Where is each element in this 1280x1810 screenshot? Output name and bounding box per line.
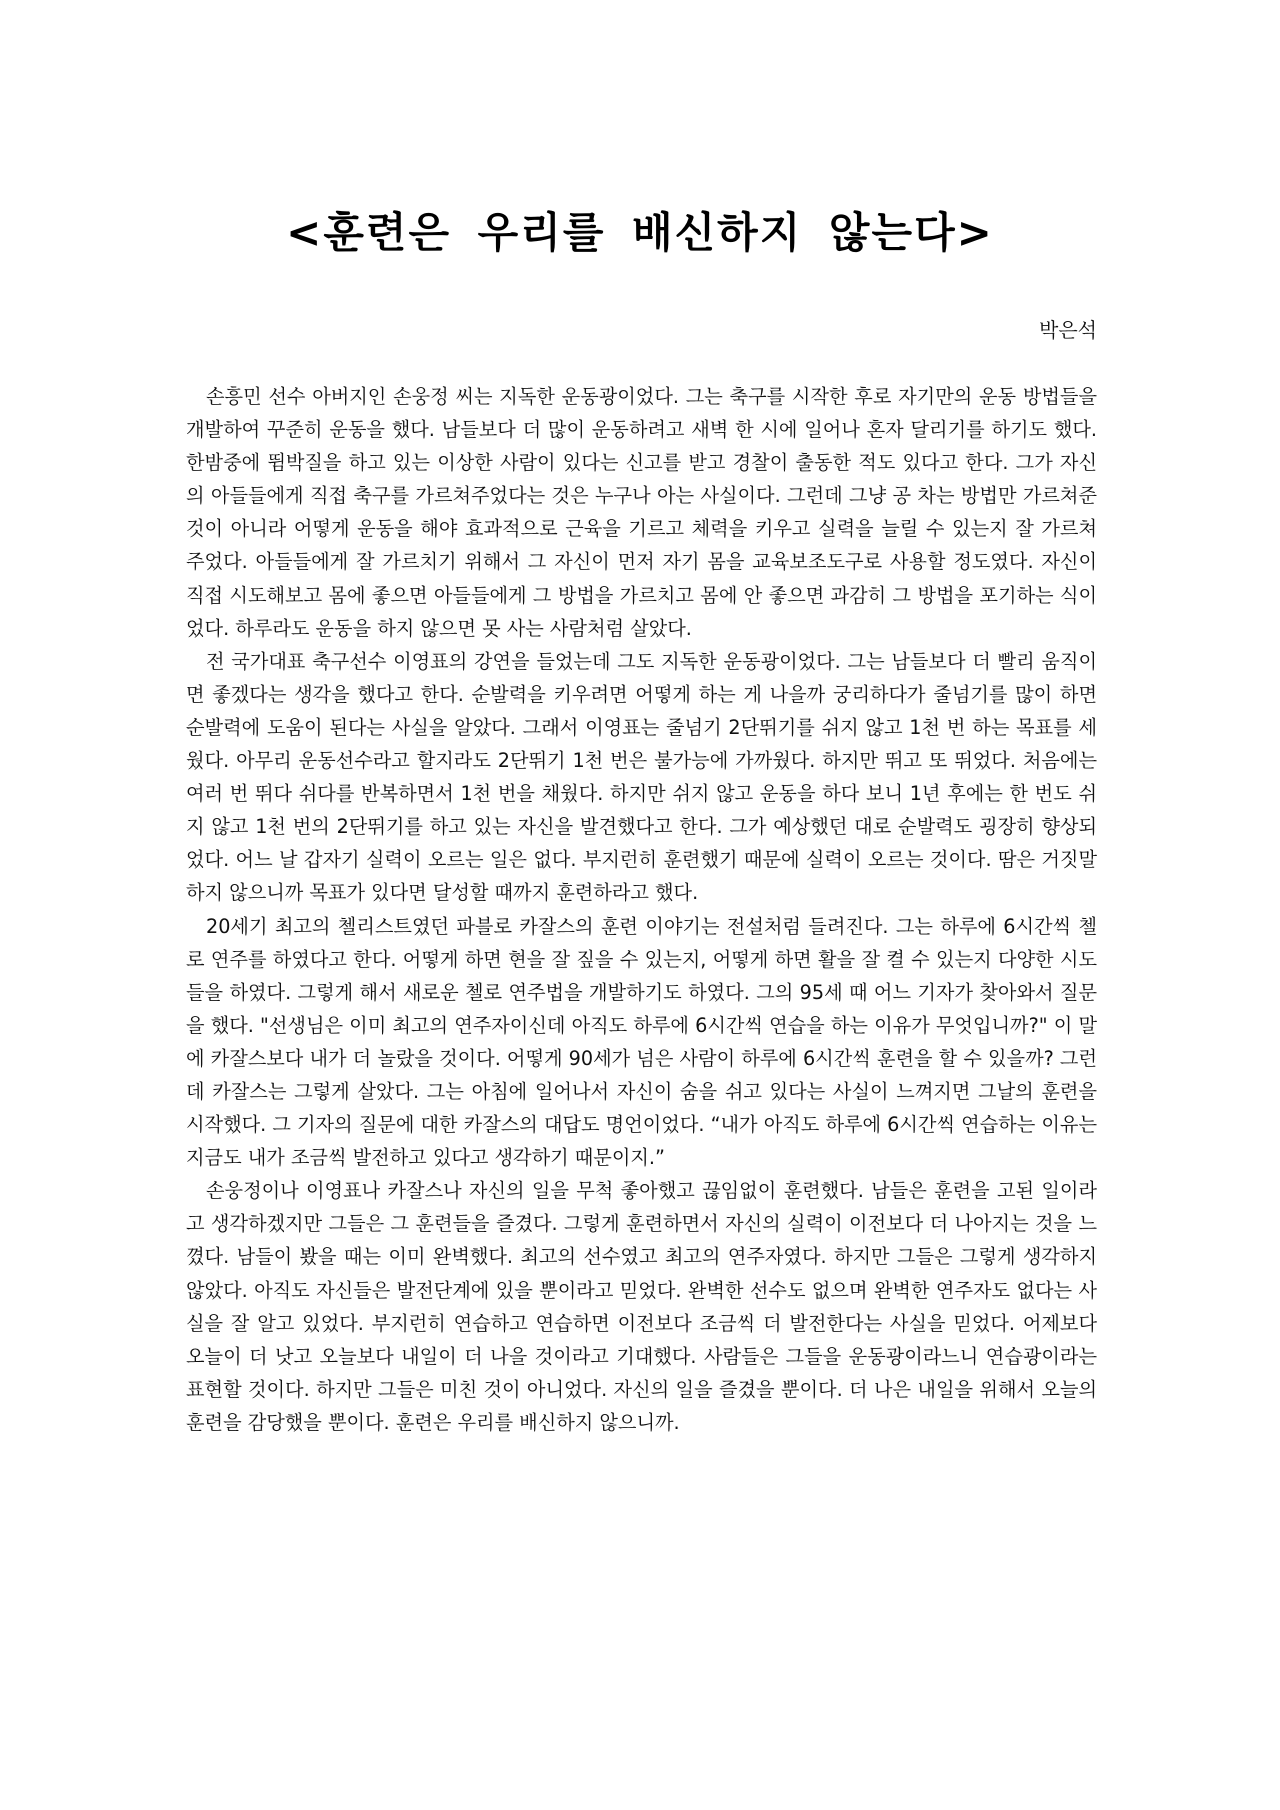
paragraph-4: 손웅정이나 이영표나 카잘스나 자신의 일을 무척 좋아했고 끊임없이 훈련했다. 남들은 훈련을 고된 일이라고 생각하겠지만 그들은 그 훈련들을 즐겼다. 그렇게 훈련하면서 자신의 실력이 이전보다 더 나아지는 것을 느꼈다. 남들이 봤을 때는 이미 완벽했다. 최고의 선수였고 최고의 연주자였다. 하지만 그들은 그렇게 생각하지 않았다. 아직도 자신들은 발전단계에 있을 뿐이라고 믿었다. 완벽한 선수도 없으며 완벽한 연주자도 없다는 사실을 잘 알고 있었다. 부지런히 연습하고 연습하면 이전보다 조금씩 더 발전한다는 사실을 믿었다. 어제보다 오늘이 더 낫고 오늘보다 내일이 더 나을 것이라고 기대했다. 사람들은 그들을 운동광이라느니 연습광이라는 표현할 것이다. 하지만 그들은 미친 것이 아니었다. 자신의 일을 즐겼을 뿐이다. 더 나은 내일을 위해서 오늘의 훈련을 감당했을 뿐이다. 훈련은 우리를 배신하지 않으니까. <box>186 1179 1097 1434</box>
article-body <box>186 380 1097 1439</box>
paragraph-3: 20세기 최고의 첼리스트였던 파블로 카잘스의 훈련 이야기는 전설처럼 들려진다. 그는 하루에 6시간씩 첼로 연주를 하였다고 한다. 어떻게 하면 현을 잘 짚을 수 있는지, 어떻게 하면 활을 잘 켤 수 있는지 다양한 시도들을 하였다. 그렇게 해서 새로운 첼로 연주법을 개발하기도 하였다. 그의 95세 때 어느 기자가 찾아와서 질문을 했다. "선생님은 이미 최고의 연주자이신데 아직도 하루에 6시간씩 연습을 하는 이유가 무엇입니까?" 이 말에 카잘스보다 내가 더 놀랐을 것이다. 어떻게 90세가 넘은 사람이 하루에 6시간씩 훈련을 할 수 있을까? 그런데 카잘스는 그렇게 살았다. 그는 아침에 일어나서 자신이 숨을 쉬고 있다는 사실이 느껴지면 그날의 훈련을 시작했다. 그 기자의 질문에 대한 카잘스의 대답도 명언이었다. “내가 아직도 하루에 6시간씩 연습하는 이유는 지금도 내가 조금씩 발전하고 있다고 생각하기 때문이지.” <box>186 914 1097 1170</box>
paragraph-2: 전 국가대표 축구선수 이영표의 강연을 들었는데 그도 지독한 운동광이었다. 그는 남들보다 더 빨리 움직이면 좋겠다는 생각을 했다고 한다. 순발력을 키우려면 어떻게 하는 게 나을까 궁리하다가 줄넘기를 많이 하면 순발력에 도움이 된다는 사실을 알았다. 그래서 이영표는 줄넘기 2단뛰기를 쉬지 않고 1천 번 하는 목표를 세웠다. 아무리 운동선수라고 할지라도 2단뛰기 1천 번은 불가능에 가까웠다. 하지만 뛰고 또 뛰었다. 처음에는 여러 번 뛰다 쉬다를 반복하면서 1천 번을 채웠다. 하지만 쉬지 않고 운동을 하다 보니 1년 후에는 한 번도 쉬지 않고 1천 번의 2단뛰기를 하고 있는 자신을 발견했다고 한다. 그가 예상했던 대로 순발력도 굉장히 향상되었다. 어느 날 갑자기 실력이 오르는 일은 없다. 부지런히 훈련했기 때문에 실력이 오르는 것이다. 땀은 거짓말하지 않으니까 목표가 있다면 달성할 때까지 훈련하라고 했다. <box>186 649 1097 905</box>
paragraph-1: 손흥민 선수 아버지인 손웅정 씨는 지독한 운동광이었다. 그는 축구를 시작한 후로 자기만의 운동 방법들을 개발하여 꾸준히 운동을 했다. 남들보다 더 많이 운동하려고 새벽 한 시에 일어나 혼자 달리기를 하기도 했다. 한밤중에 뜀박질을 하고 있는 이상한 사람이 있다는 신고를 받고 경찰이 출동한 적도 있다고 한다. 그가 자신의 아들들에게 직접 축구를 가르쳐주었다는 것은 누구나 아는 사실이다. 그런데 그냥 공 차는 방법만 가르쳐준 것이 아니라 어떻게 운동을 해야 효과적으로 근육을 기르고 체력을 키우고 실력을 늘릴 수 있는지 잘 가르쳐 주었다. 아들들에게 잘 가르치기 위해서 그 자신이 먼저 자기 몸을 교육보조도구로 사용할 정도였다. 자신이 직접 시도해보고 몸에 좋으면 아들들에게 그 방법을 가르치고 몸에 안 좋으면 과감히 그 방법을 포기하는 식이었다. 하루라도 운동을 하지 않으면 못 사는 사람처럼 살았다. <box>186 385 1097 640</box>
document-title: <훈련은 우리를 배신하지 않는다> <box>286 208 994 257</box>
author-name: 박은석 <box>1039 318 1097 342</box>
